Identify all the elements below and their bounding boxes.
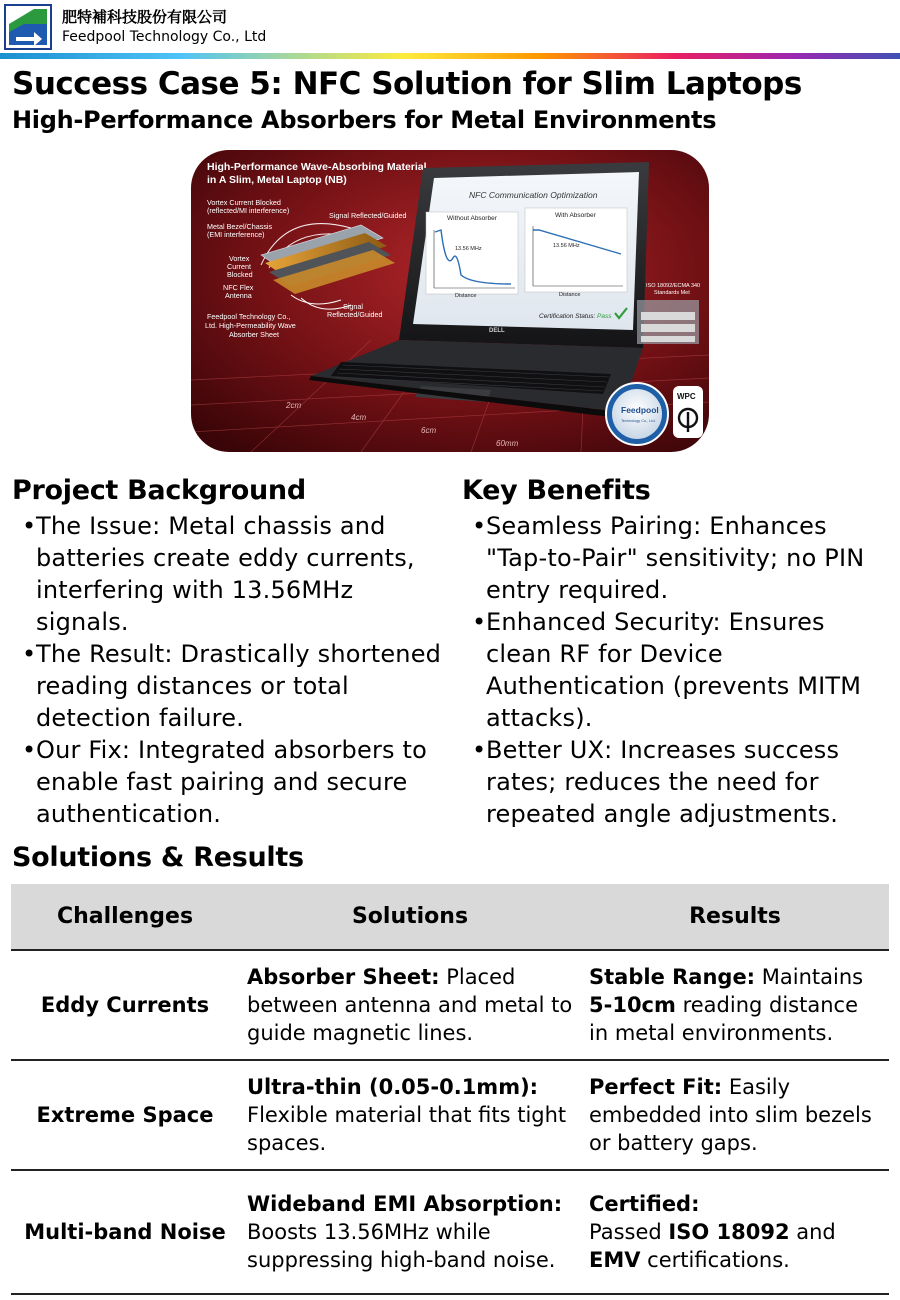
chart-with-title: With Absorber [555, 212, 596, 219]
header-divider [0, 53, 900, 59]
label-metal-bezel-sub: (EMI interference) [207, 230, 265, 239]
label-reflected-guided: Reflected/Guided [327, 310, 383, 319]
project-background [12, 475, 442, 830]
page-title: Success Case 5: NFC Solution for Slim Laptops [12, 66, 802, 102]
laptop-brand: DELL [489, 328, 505, 334]
chart-without-title: Without Absorber [447, 215, 497, 222]
list-item: • The Result: Drastically shortened reading distances or total detection failure. [22, 638, 442, 734]
list-item: • Seamless Pairing: Enhances "Tap-to-Pair" sensitivity; no PIN entry required. [472, 510, 892, 606]
col-header-solutions: Solutions [239, 884, 581, 950]
solution-cell [239, 1170, 581, 1294]
solution-cell [239, 1060, 581, 1170]
result-bold: Stable Range: [589, 965, 756, 989]
label-vortex: Vortex [229, 254, 250, 263]
solutions-heading: Solutions & Results [12, 842, 304, 873]
ruler-60mm: 60mm [496, 439, 519, 448]
result-bold: Certified: [589, 1192, 700, 1216]
result-bold: ISO 18092 [668, 1220, 790, 1244]
iso-line-2: Standards Met [654, 290, 690, 296]
result-text: Maintains [755, 965, 864, 989]
label-metal-bezel: Metal Bezel/Chassis [207, 222, 273, 231]
benefits-heading: Key Benefits [462, 475, 651, 506]
solution-cell [239, 950, 581, 1060]
illus-heading-1: High-Performance Wave-Absorbing Material [207, 161, 427, 173]
feedpool-badge [606, 383, 668, 445]
label-feedpool-1: Feedpool Technology Co., [207, 312, 291, 321]
list-item: • Our Fix: Integrated absorbers to enable fast pairing and secure authentication. [22, 734, 442, 830]
solutions-table [11, 884, 889, 1295]
solution-bold: Ultra-thin (0.05-0.1mm): [247, 1075, 539, 1099]
label-antenna: Antenna [225, 291, 252, 300]
list-item: • The Issue: Metal chassis and batteries create eddy currents, interfering with 13.56MHz signals. [22, 510, 442, 638]
label-feedpool-2: Ltd. High-Permeability Wave [205, 321, 296, 330]
solution-text: Flexible material that fits tight spaces. [247, 1103, 567, 1155]
wpc-label: WPC [677, 392, 696, 401]
header [0, 0, 900, 54]
ruler-2cm: 2cm [286, 401, 302, 410]
benefits-list [462, 510, 892, 830]
result-text: Easily embedded into slim bezels or battery gaps. [589, 1075, 872, 1155]
page-subtitle: High-Performance Absorbers for Metal Environments [12, 106, 717, 134]
company-name-en: Feedpool Technology Co., Ltd [62, 29, 267, 45]
screen-title: NFC Communication Optimization [469, 190, 598, 200]
challenge-cell: Multi-band Noise [11, 1170, 239, 1294]
table-header-row [11, 884, 889, 950]
list-item: • Better UX: Increases success rates; reduces the need for repeated angle adjustments. [472, 734, 892, 830]
table-row [11, 950, 889, 1060]
label-signal-guided: Signal Reflected/Guided [329, 211, 407, 220]
chart-without-xaxis: Distance [455, 293, 477, 299]
company-logo [4, 4, 52, 50]
result-bold: 5-10cm [589, 993, 676, 1017]
result-text: certifications. [640, 1248, 790, 1272]
cert-status-value: Pass [597, 313, 612, 320]
result-bold: EMV [589, 1248, 641, 1272]
laptop-illustration [191, 150, 709, 452]
solution-bold: Wideband EMI Absorption: [247, 1192, 563, 1216]
result-text: and [789, 1220, 836, 1244]
chart-with-freq: 13.56 MHz [553, 243, 580, 249]
cert-status-label: Certification Status: [539, 313, 596, 320]
result-text: reading distance in metal environments. [589, 993, 858, 1045]
result-bold: Perfect Fit: [589, 1075, 723, 1099]
label-nfc-flex: NFC Flex [223, 283, 254, 292]
illus-heading-2: in A Slim, Metal Laptop (NB) [207, 174, 347, 186]
solution-text: Placed between antenna and metal to guide magnetic lines. [247, 965, 573, 1045]
background-heading: Project Background [12, 475, 306, 506]
solution-bold: Absorber Sheet: [247, 965, 440, 989]
key-benefits [462, 475, 892, 830]
table-row [11, 1170, 889, 1294]
label-blocked: Blocked [227, 270, 253, 279]
col-header-challenges: Challenges [11, 884, 239, 950]
table-row [11, 1060, 889, 1170]
challenge-cell: Eddy Currents [11, 950, 239, 1060]
wpc-qi-logo [673, 386, 703, 438]
ruler-6cm: 6cm [421, 426, 437, 435]
ruler-4cm: 4cm [351, 413, 367, 422]
result-cell [581, 1170, 889, 1294]
badge-sub: Technology Co., Ltd. [621, 419, 656, 423]
result-cell [581, 950, 889, 1060]
solution-text: Boosts 13.56MHz while suppressing high-band noise. [247, 1220, 556, 1272]
iso-line-1: ISO 18092/ECMA 340 [646, 283, 701, 289]
company-name-zh: 肥特補科技股份有限公司 [62, 8, 228, 26]
background-list [12, 510, 442, 830]
list-item: • Enhanced Security: Ensures clean RF for Device Authentication (prevents MITM attacks). [472, 606, 892, 734]
challenge-cell: Extreme Space [11, 1060, 239, 1170]
col-header-results: Results [581, 884, 889, 950]
chart-without-freq: 13.56 MHz [455, 246, 482, 252]
label-vortex-blocked-sub: (reflected/MI interference) [207, 206, 290, 215]
label-vortex-blocked: Vortex Current Blocked [207, 198, 281, 207]
badge-name: Feedpool [621, 405, 659, 415]
label-current: Current [227, 262, 251, 271]
label-feedpool-3: Absorber Sheet [229, 330, 279, 339]
chart-with-xaxis: Distance [559, 292, 581, 298]
result-text: Passed [589, 1220, 669, 1244]
label-signal: Signal [343, 302, 363, 311]
result-cell [581, 1060, 889, 1170]
